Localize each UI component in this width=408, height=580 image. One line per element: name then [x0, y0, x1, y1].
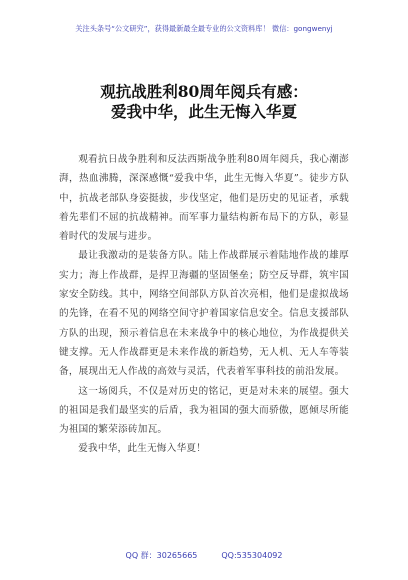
- paragraph-1: 观看抗日战争胜利和反法西斯战争胜利80周年阅兵，我心潮澎湃，热血沸腾，深深感慨“爱我中华，此生无悔入华夏”。徒步方队中，抗战老部队身姿挺拔，步伐坚定，他们是历史的见证者，承载着先辈们不屈的抗战精神。而军事力量结构新布局下的方队，彰显着时代的发展与进步。: [59, 154, 349, 243]
- footer-qq-group: QQ 群：30265665: [125, 551, 198, 560]
- title-line-1: 观抗战胜利80周年阅兵有感：: [100, 82, 308, 101]
- title-line-2: 爱我中华，此生无悔入华夏: [110, 102, 297, 121]
- footer-qq-contact: QQ:535304092: [221, 551, 283, 560]
- document-title: [0, 82, 408, 122]
- paragraph-3: 这一场阅兵，不仅是对历史的铭记，更是对未来的展望。强大的祖国是我们最坚实的后盾，我为祖国的强大而骄傲，愿倾尽所能为祖国的繁荣添砖加瓦。: [59, 385, 349, 436]
- paragraph-2: 最让我激动的是装备方队。陆上作战群展示着陆地作战的雄厚实力；海上作战群，是捍卫海疆的坚固堡垒；防空反导群，筑牢国家安全防线。其中，网络空间部队方队首次亮相，他们是虚拟战场的先锋，在看不见的网络空间守护着国家信息安全。信息支援部队方队的出现，预示着信息在未来战争中的核心地位，为作战提供关键支撑。无人作战群更是未来作战的新趋势，无人机、无人车等装备，展现出无人作战的高效与灵活，代表着军事科技的前沿发展。: [59, 250, 349, 378]
- footer: [0, 550, 408, 561]
- document-body: [59, 150, 349, 459]
- header-note: 关注头条号“公文研究”，获得最新最全最专业的公文资料库！ 微信：gongwenyj: [75, 24, 333, 33]
- paragraph-4: 爱我中华，此生无悔入华夏！: [78, 443, 207, 455]
